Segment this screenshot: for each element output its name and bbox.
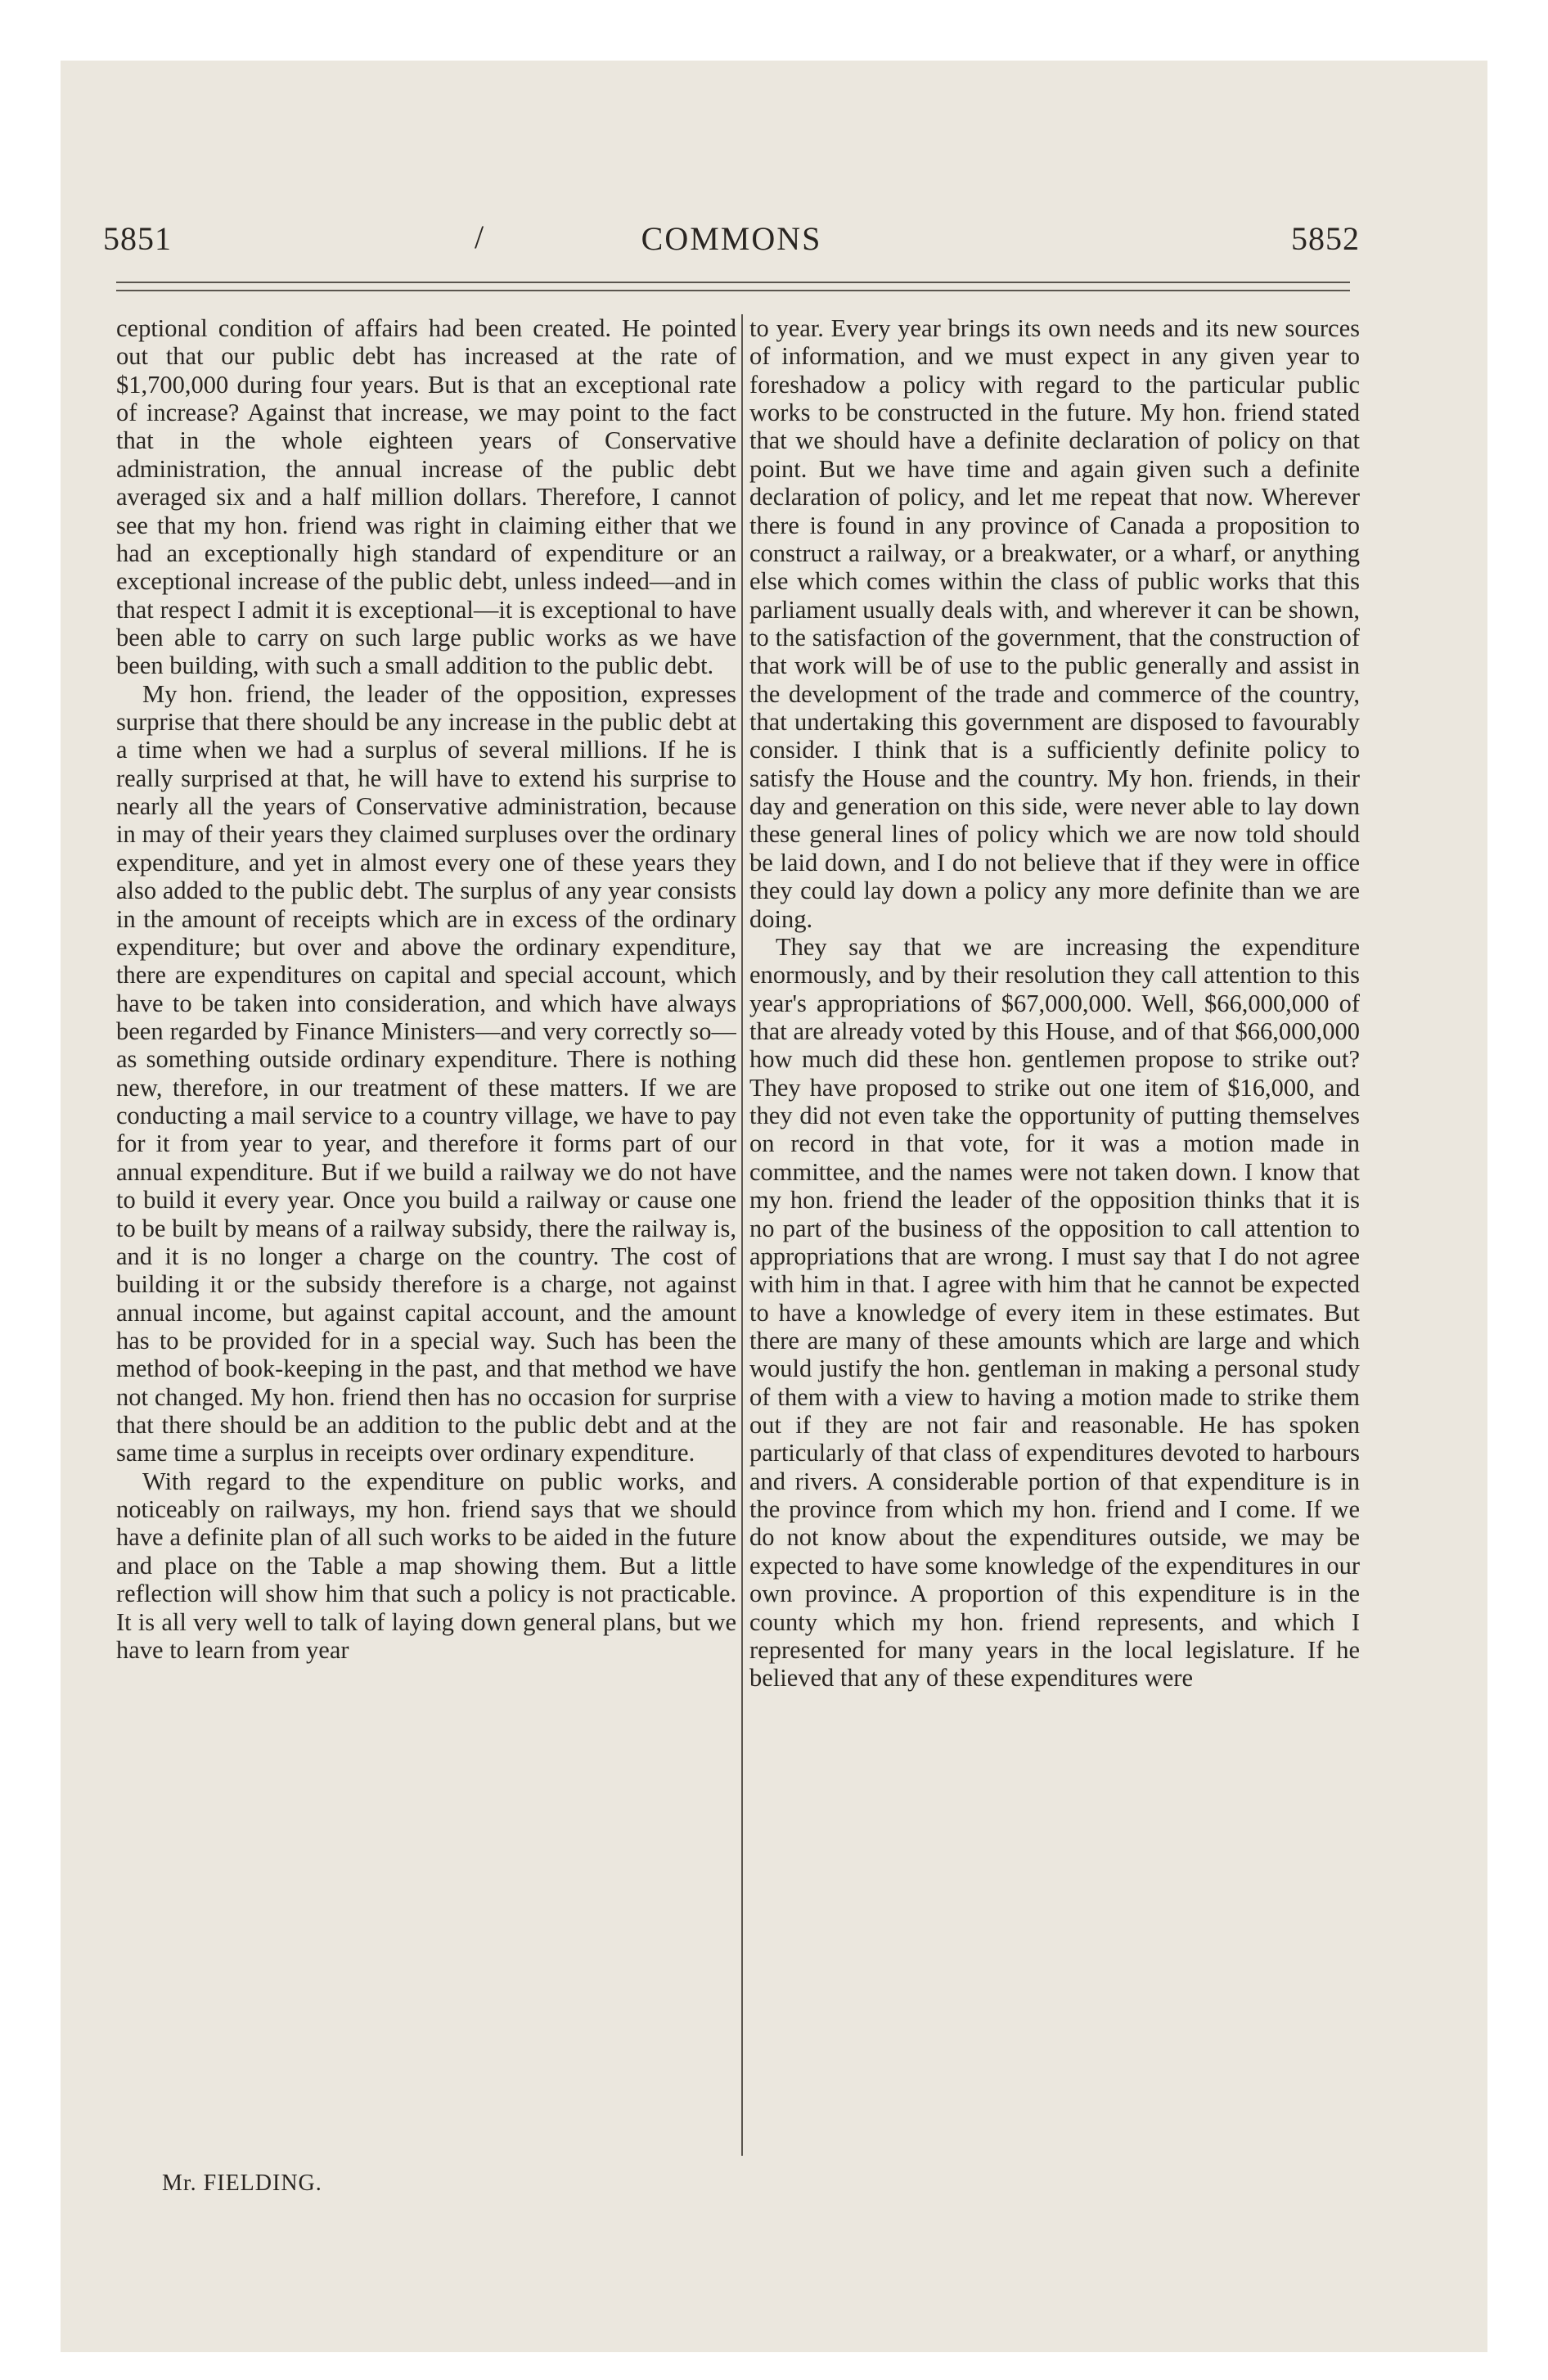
paragraph: to year. Every year brings its own needs and its new sources of information, and we must expect in any given year to foreshadow a policy with regard to the particular public works to be constructed in the future. My hon. friend stated that we should have a definite declaration of policy on that point. But we have time and again given such a definite declaration of policy, and let me repeat that now. Wherever there is found in any province of Canada a proposition to construct a railway, or a breakwater, or a wharf, or anything else which comes within the class of public works that this parliament usually deals with, and wherever it can be shown, to the satisfaction of the government, that the construction of that work will be of use to the public generally and assist in the development of the trade and commerce of the country, that undertaking this government are disposed to favourably consider. I think that is a sufficiently definite policy to satisfy the House and the country. My hon. friends, in their day and generation on this side, were never able to lay down these general lines of policy which we are now told should be laid down, and I do not believe that if they were in office they could lay down a policy any more definite than we are doing. — [749, 314, 1360, 933]
right-column — [749, 314, 1360, 2139]
paragraph: ceptional condition of affairs had been created. He pointed out that our public debt has increased at the rate of $1,700,000 during four years. But is that an exceptional rate of increase? Against that increase, we may point to the fact that in the whole eighteen years of Conservative administration, the annual increase of the public debt averaged six and a half million dollars. Therefore, I cannot see that my hon. friend was right in claiming either that we had an exceptionally high standard of expenditure or an exceptional increase of the public debt, unless indeed—and in that respect I admit it is exceptional—it is exceptional to have been able to carry on such large public works as we have been building, with such a small addition to the public debt. — [116, 314, 736, 680]
column-divider — [741, 314, 743, 2156]
right-page-number: 5852 — [1291, 220, 1360, 257]
header-rule-top — [116, 282, 1350, 283]
running-title: COMMONS — [641, 220, 822, 257]
page-header — [103, 214, 1360, 264]
hansard-page — [103, 214, 1360, 2195]
speaker-footer: Mr. FIELDING. — [162, 2170, 322, 2196]
left-column — [116, 314, 736, 2139]
paragraph: My hon. friend, the leader of the opposition, expresses surprise that there should be any increase in the public debt at a time when we had a surplus of several millions. If he is really surprised at that, he will have to extend his surprise to nearly all the years of Conservative administration, because in may of their years they claimed surpluses over the ordinary expenditure, and yet in almost every one of these years they also added to the public debt. The surplus of any year consists in the amount of receipts which are in excess of the ordinary expenditure; but over and above the ordinary expenditure, there are expenditures on capital and special account, which have to be taken into consideration, and which have always been regarded by Finance Ministers—and very correctly so—as something outside ordinary expenditure. There is nothing new, therefore, in our treatment of these matters. If we are conducting a mail service to a country village, we have to pay for it from year to year, and therefore it forms part of our annual expenditure. But if we build a railway we do not have to build it every year. Once you build a railway or cause one to be built by means of a railway subsidy, there the railway is, and it is no longer a charge on the country. The cost of building it or the subsidy therefore is a charge, not against annual income, but against capital account, and the amount has to be provided for in a special way. Such has been the method of book-keeping in the past, and that method we have not changed. My hon. friend then has no occasion for surprise that there should be an addition to the public debt and at the same time a surplus in receipts over ordinary expenditure. — [116, 679, 736, 1467]
left-page-number: 5851 — [103, 220, 172, 257]
header-slash-mark: / — [475, 219, 485, 255]
header-rule-bottom — [116, 290, 1350, 291]
paragraph: They say that we are increasing the expenditure enormously, and by their resolution they call attention to this year's appropriations of $67,000,000. Well, $66,000,000 of that are already voted by this House, and of that $66,000,000 how much did these hon. gentlemen propose to strike out? They have proposed to strike out one item of $16,000, and they did not even take the opportunity of putting themselves on record in that vote, for it was a motion made in committee, and the names were not taken down. I know that my hon. friend the leader of the opposition thinks that it is no part of the business of the opposition to call attention to appropriations that are wrong. I must say that I do not agree with him in that. I agree with him that he cannot be expected to have a knowledge of every item in these estimates. But there are many of these amounts which are large and which would justify the hon. gentleman in making a personal study of them with a view to having a motion made to strike them out if they are not fair and reasonable. He has spoken particularly of that class of expenditures devoted to harbours and rivers. A considerable portion of that expenditure is in the province from which my hon. friend and I come. If we do not know about the expenditures outside, we may be expected to have some knowledge of the expenditures in our own province. A proportion of this expenditure is in the county which my hon. friend represents, and which I represented for many years in the local legislature. If he believed that any of these expenditures were — [749, 932, 1360, 1693]
paragraph: With regard to the expenditure on public works, and noticeably on railways, my hon. friend says that we should have a definite plan of all such works to be aided in the future and place on the Table a map showing them. But a little reflection will show him that such a policy is not practicable. It is all very well to talk of laying down general plans, but we have to learn from year — [116, 1467, 736, 1664]
